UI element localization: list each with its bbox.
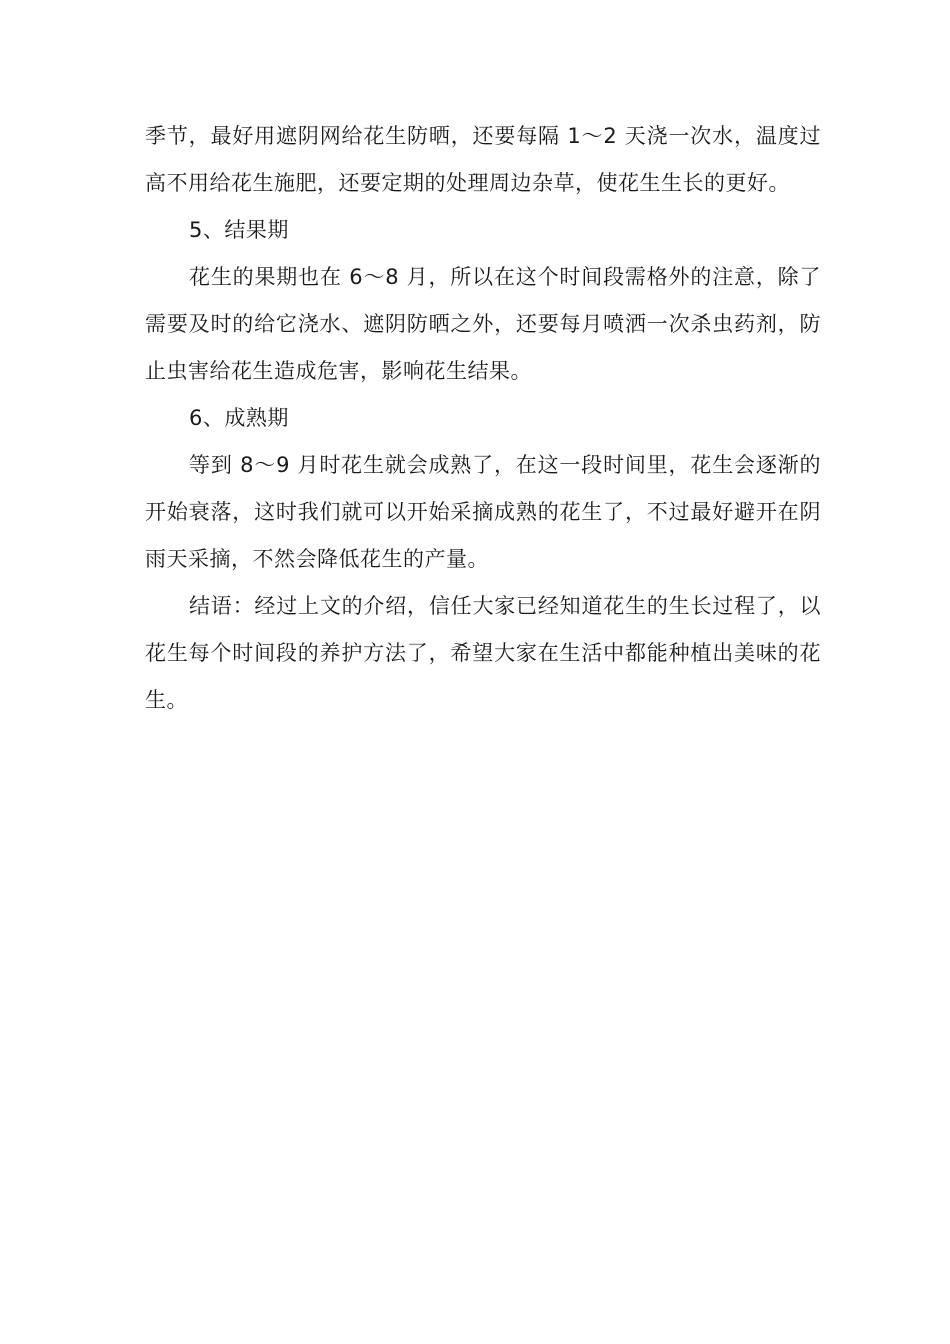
paragraph-continued: 季节，最好用遮阴网给花生防晒，还要每隔 1～2 天浇一次水，温度过高不用给花生施肥，还要定期的处理周边杂草，使花生生长的更好。 <box>145 124 821 195</box>
section-heading-maturity: 6、成熟期 <box>189 406 289 430</box>
paragraph-conclusion: 结语：经过上文的介绍，信任大家已经知道花生的生长过程了，以花生每个时间段的养护方法了，希望大家在生活中都能种植出美味的花生。 <box>145 594 821 712</box>
paragraph-maturity: 等到 8～9 月时花生就会成熟了，在这一段时间里，花生会逐渐的开始衰落，这时我们就可以开始采摘成熟的花生了，不过最好避开在阴雨天采摘，不然会降低花生的产量。 <box>145 453 821 571</box>
document-body <box>145 113 821 724</box>
paragraph-fruiting: 花生的果期也在 6～8 月，所以在这个时间段需格外的注意，除了需要及时的给它浇水、遮阴防晒之外，还要每月喷洒一次杀虫药剂，防止虫害给花生造成危害，影响花生结果。 <box>145 265 821 383</box>
section-heading-fruiting: 5、结果期 <box>189 218 289 242</box>
